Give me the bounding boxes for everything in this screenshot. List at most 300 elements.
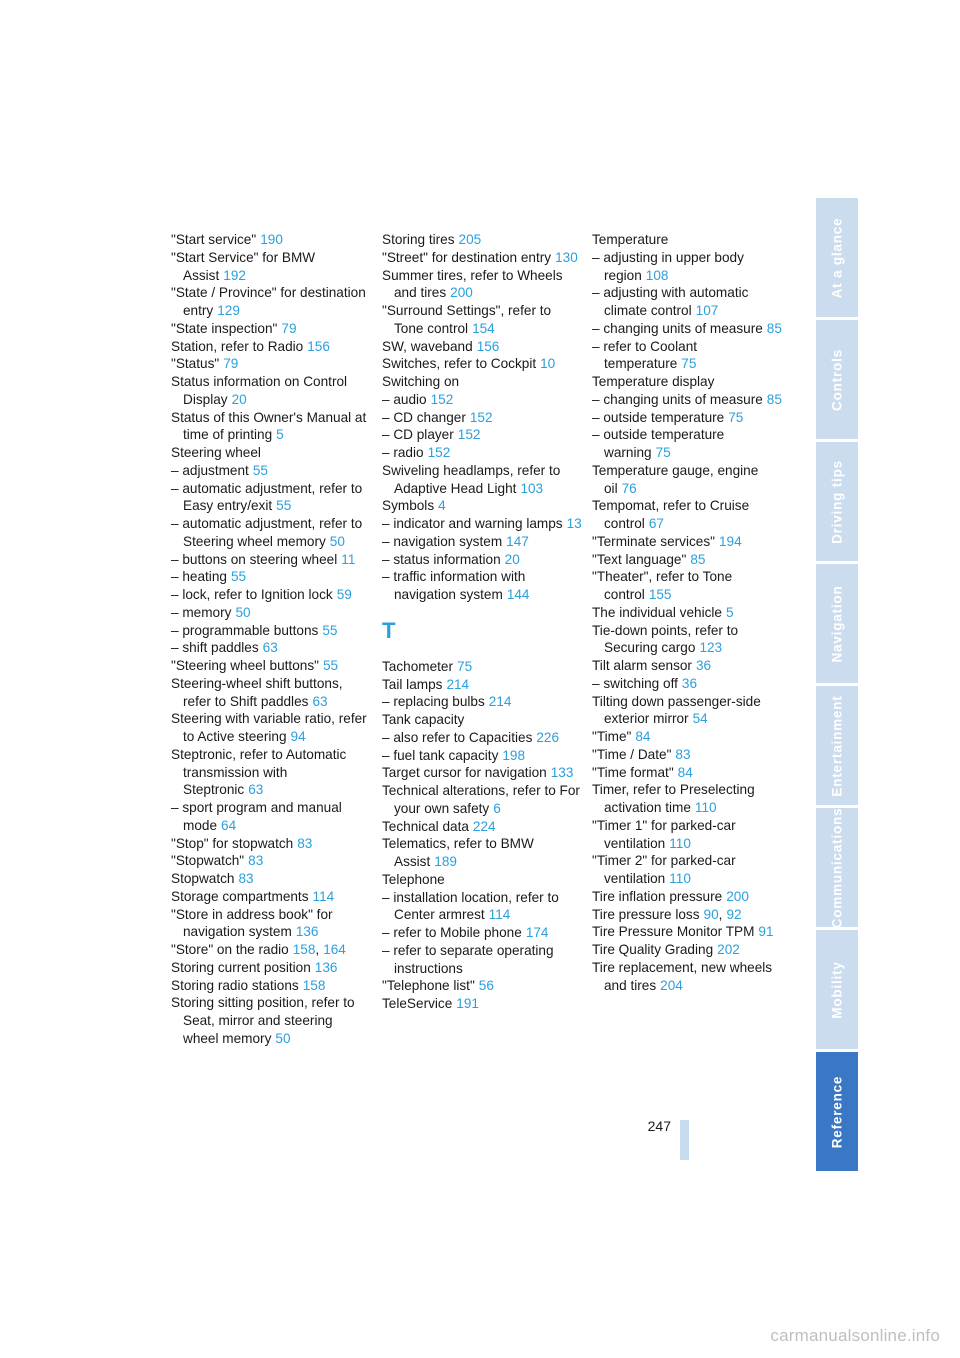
index-entry-text: – status information xyxy=(382,551,501,567)
page-link[interactable]: 156 xyxy=(476,338,500,354)
index-entry xyxy=(171,657,371,675)
index-entry xyxy=(592,764,792,782)
page-link[interactable]: 114 xyxy=(488,907,511,923)
page-link[interactable]: 94 xyxy=(290,729,306,744)
section-tabs xyxy=(816,198,858,1174)
index-entry xyxy=(171,568,371,586)
page-link[interactable]: 200 xyxy=(450,285,473,301)
index-entry-text: Steering wheel xyxy=(171,445,261,460)
index-entry-text: – fuel tank capacity xyxy=(382,747,499,763)
index-entry-text: Storing radio stations xyxy=(171,977,299,993)
index-entry-text: – navigation system xyxy=(382,533,503,549)
page-link[interactable]: 107 xyxy=(695,303,719,318)
index-entry-text: Tilting down passenger-side exterior mirror xyxy=(592,693,761,727)
page-link[interactable]: 156 xyxy=(307,338,330,354)
page-link[interactable]: 84 xyxy=(635,729,651,744)
index-column-1 xyxy=(171,231,371,1048)
page-link[interactable]: 36 xyxy=(695,658,712,673)
page-link[interactable]: 20 xyxy=(231,391,247,407)
watermark: carmanualsonline.info xyxy=(770,1326,940,1345)
index-entry-text: – shift paddles xyxy=(171,640,259,656)
index-entry xyxy=(171,231,371,249)
index-entry xyxy=(592,533,792,551)
page-number: 247 xyxy=(647,1118,671,1134)
index-entry xyxy=(382,444,582,462)
index-entry-text: Swiveling headlamps, refer to Adaptive Head Light xyxy=(382,462,561,496)
index-entry: "Store" on the radio 158, 164 xyxy=(171,942,346,957)
index-entry xyxy=(382,355,582,373)
index-entry-text: TeleService xyxy=(382,996,453,1011)
index-entry xyxy=(171,515,371,551)
index-entry-text: "Terminate services" xyxy=(592,533,715,549)
index-entry: Tire pressure loss 90, 92 xyxy=(592,906,742,922)
index-entry-text: "Store in address book" for navigation system xyxy=(171,906,333,940)
tab-at-a-glance[interactable] xyxy=(816,198,858,317)
page-link[interactable]: 5 xyxy=(276,427,284,443)
index-entry-text: – refer to Coolant temperature xyxy=(592,338,698,372)
page-link[interactable]: 84 xyxy=(677,764,693,780)
tab-label: Entertainment xyxy=(829,694,845,797)
index-entry-text: – indicator and warning lamps xyxy=(382,516,563,531)
page-link[interactable]: 129 xyxy=(217,303,240,318)
tab-label: Mobility xyxy=(829,960,845,1019)
index-entry xyxy=(171,480,371,516)
index-entry-text: – CD player xyxy=(382,427,454,443)
index-entry-text: SW, waveband xyxy=(382,338,473,354)
index-entry-text: – lock, refer to Ignition lock xyxy=(171,587,333,602)
index-entry-text: – replacing bulbs xyxy=(382,694,485,710)
index-entry-text: Tire Pressure Monitor TPM xyxy=(592,924,755,940)
index-entry xyxy=(382,497,582,515)
index-entry-text: – outside temperature xyxy=(592,409,725,425)
page-link[interactable]: 91 xyxy=(758,924,774,940)
page-link[interactable]: 144 xyxy=(506,587,530,602)
index-entry-text: "Steering wheel buttons" xyxy=(171,658,319,673)
index-entry-text: – adjusting in upper body region xyxy=(592,249,744,283)
index-entry-text: Storing current position xyxy=(171,959,311,975)
page-link[interactable]: 55 xyxy=(276,498,292,514)
page-link[interactable]: 5 xyxy=(725,604,734,620)
page-link[interactable]: 152 xyxy=(457,427,481,443)
index-entry xyxy=(171,994,371,1047)
tab-label: Communications xyxy=(829,807,845,928)
index-entry xyxy=(171,977,371,995)
index-entry-text: – memory xyxy=(171,604,232,620)
index-entry-text: Tank capacity xyxy=(382,712,465,727)
index-entry xyxy=(592,551,792,569)
index-entry-text: – CD changer xyxy=(382,409,466,425)
index-entry-text: – switching off xyxy=(592,675,678,691)
index-entry-text: – automatic adjustment, refer to Easy entry/exit xyxy=(171,480,363,514)
tab-label: Driving tips xyxy=(829,459,845,544)
page-link[interactable]: 83 xyxy=(297,835,313,851)
page-link[interactable]: 189 xyxy=(434,854,457,869)
index-entry-text: "Start service" xyxy=(171,232,257,247)
index-entry-text: "Stop" for stopwatch xyxy=(171,835,294,851)
page-link[interactable]: 83 xyxy=(675,746,691,762)
index-entry xyxy=(382,818,582,836)
index-entry-text: – adjusting with automatic climate control xyxy=(592,285,749,318)
index-entry-text: "State inspection" xyxy=(171,320,278,336)
page-link[interactable]: 110 xyxy=(694,800,717,815)
index-entry-text: Tire Quality Grading xyxy=(592,942,714,957)
page-link[interactable]: 76 xyxy=(621,480,637,496)
index-entry xyxy=(382,426,582,444)
index-entry xyxy=(592,249,792,285)
index-entry xyxy=(592,746,792,764)
index-entry xyxy=(592,462,792,498)
page-link[interactable]: 191 xyxy=(456,996,479,1011)
tab-controls[interactable] xyxy=(816,320,858,439)
index-entry xyxy=(171,586,371,604)
index-letter-heading: T xyxy=(382,617,396,643)
index-entry-text: Steptronic, refer to Automatic transmission with Steptronic xyxy=(171,746,347,798)
page-link[interactable]: 224 xyxy=(472,818,496,834)
index-entry-text: – buttons on steering wheel xyxy=(171,551,338,567)
page-link[interactable]: 4 xyxy=(438,498,446,514)
index-entry-text: Status information on Control Display xyxy=(171,374,348,407)
page-link[interactable]: 59 xyxy=(336,587,352,602)
index-entry xyxy=(171,409,371,445)
index-entry-text: Station, refer to Radio xyxy=(171,338,304,354)
index-entry-text: "Telephone list" xyxy=(382,978,475,994)
index-entry-text: – heating xyxy=(171,569,227,585)
page-link[interactable]: 152 xyxy=(469,409,493,425)
page-link[interactable]: 55 xyxy=(252,462,268,478)
page-link[interactable]: 214 xyxy=(446,676,470,692)
page-link[interactable]: 130 xyxy=(555,249,578,265)
index-entry xyxy=(592,622,792,658)
index-entry xyxy=(382,676,582,694)
index-entry xyxy=(592,568,792,604)
tab-entertainment[interactable] xyxy=(816,686,858,805)
index-entry-text: Steering with variable ratio, refer to Active steering xyxy=(171,711,367,744)
index-entry-text: "Timer 2" for parked-car ventilation xyxy=(592,853,736,886)
index-entry-text: Tachometer xyxy=(382,658,454,674)
index-entry xyxy=(382,658,582,676)
index-entry xyxy=(592,284,792,320)
page-link[interactable]: 123 xyxy=(699,640,723,656)
page-link[interactable]: 85 xyxy=(766,320,782,336)
index-entry xyxy=(592,391,792,409)
index-entry xyxy=(382,338,582,356)
index-entry-text: Tail lamps xyxy=(382,676,443,692)
index-entry-text: Storage compartments xyxy=(171,888,309,904)
page-link[interactable]: 198 xyxy=(502,747,526,763)
index-entry xyxy=(382,551,582,569)
index-entry xyxy=(592,426,792,462)
index-entry-text: Temperature gauge, engine oil xyxy=(592,462,759,496)
index-entry xyxy=(171,444,371,462)
index-entry xyxy=(592,320,792,338)
index-entry xyxy=(382,995,582,1013)
index-entry-text: – sport program and manual mode xyxy=(171,800,342,833)
page-link[interactable]: 50 xyxy=(329,533,345,549)
page-link[interactable]: 136 xyxy=(314,959,338,975)
page-link[interactable]: 54 xyxy=(692,711,708,727)
page-link[interactable]: 136 xyxy=(295,924,319,940)
page-link[interactable]: 63 xyxy=(262,640,278,656)
index-entry-text: – outside temperature warning xyxy=(592,427,725,460)
index-entry-text: – refer to separate operating instructions xyxy=(382,942,554,976)
page-link[interactable]: 90 xyxy=(703,906,719,922)
index-entry-text: Switches, refer to Cockpit xyxy=(382,356,537,372)
page-link[interactable]: 155 xyxy=(648,587,672,602)
index-entry xyxy=(171,249,371,285)
page-link[interactable]: 192 xyxy=(223,267,246,283)
index-entry xyxy=(382,515,582,533)
page-link[interactable]: 75 xyxy=(457,658,473,674)
page-link[interactable]: 75 xyxy=(681,356,697,372)
tab-reference[interactable] xyxy=(816,1052,858,1171)
index-entry xyxy=(592,409,792,427)
tab-driving-tips[interactable] xyxy=(816,442,858,561)
page-link[interactable]: 147 xyxy=(506,533,529,549)
index-entry xyxy=(592,852,792,888)
index-entry xyxy=(382,782,582,818)
index-entry xyxy=(171,959,371,977)
tab-mobility[interactable] xyxy=(816,930,858,1049)
index-entry xyxy=(382,747,582,765)
index-entry xyxy=(382,693,582,711)
index-entry xyxy=(171,338,371,356)
index-entry xyxy=(171,852,371,870)
page-link[interactable]: 110 xyxy=(669,871,691,886)
page-link[interactable]: 190 xyxy=(260,232,283,247)
page-link[interactable]: 75 xyxy=(728,409,744,425)
index-entry xyxy=(382,533,582,551)
index-entry-text: – changing units of measure xyxy=(592,320,763,336)
index-entry xyxy=(592,959,792,995)
index-entry-text: "Text language" xyxy=(592,551,687,567)
index-entry-text: "Timer 1" for parked-car ventilation xyxy=(592,817,736,851)
page-marker-bar xyxy=(680,1120,689,1160)
page-link[interactable]: 154 xyxy=(472,320,495,336)
page-link[interactable]: 11 xyxy=(341,551,356,567)
index-entry-text: Telephone xyxy=(382,871,445,887)
page-link[interactable]: 55 xyxy=(322,622,338,638)
tab-navigation[interactable] xyxy=(816,564,858,683)
page-link[interactable]: 85 xyxy=(690,551,706,567)
index-entry-text: Symbols xyxy=(382,498,435,514)
index-entry xyxy=(382,231,582,249)
page-link[interactable]: 85 xyxy=(766,391,782,407)
page-link[interactable]: 152 xyxy=(427,445,451,460)
page-link[interactable]: 79 xyxy=(223,356,239,372)
index-entry xyxy=(382,889,582,925)
page-link[interactable]: 205 xyxy=(458,232,482,247)
index-entry xyxy=(382,835,582,871)
page-link[interactable]: 75 xyxy=(655,445,671,460)
index-entry-text: "State / Province" for destination entry xyxy=(171,285,366,318)
index-entry xyxy=(592,781,792,817)
page-link[interactable]: 50 xyxy=(235,604,251,620)
index-entry-text: Status of this Owner's Manual at time of printing xyxy=(171,409,367,443)
index-entry-text: Stopwatch xyxy=(171,871,235,886)
index-entry-text: Telematics, refer to BMW Assist xyxy=(382,836,534,869)
tab-communications[interactable] xyxy=(816,808,858,927)
index-entry-text: "Surround Settings", refer to Tone control xyxy=(382,303,552,336)
index-entry xyxy=(171,622,371,640)
index-entry xyxy=(592,728,792,746)
index-entry xyxy=(171,639,371,657)
index-entry-text: "Time / Date" xyxy=(592,746,672,762)
page-link[interactable]: 20 xyxy=(504,551,520,567)
index-entry xyxy=(592,338,792,374)
index-entry-text: – automatic adjustment, refer to Steering wheel memory xyxy=(171,516,363,549)
page-link[interactable]: 194 xyxy=(718,533,742,549)
page-link[interactable]: 92 xyxy=(726,906,742,922)
page-link[interactable]: 83 xyxy=(238,871,254,886)
page-link[interactable]: 79 xyxy=(281,320,297,336)
index-entry-text: – radio xyxy=(382,445,424,460)
index-entry-text: – changing units of measure xyxy=(592,391,763,407)
page-link[interactable]: 164 xyxy=(323,942,346,957)
index-entry xyxy=(592,941,792,959)
index-entry-text: Target cursor for navigation xyxy=(382,765,547,781)
page-link[interactable]: 50 xyxy=(275,1030,291,1046)
index-entry xyxy=(171,675,371,711)
index-entry-text: "Street" for destination entry xyxy=(382,249,552,265)
index-entry xyxy=(382,302,582,338)
tab-label: Navigation xyxy=(829,584,845,663)
index-entry xyxy=(382,462,582,498)
index-entry-text: The individual vehicle xyxy=(592,604,722,620)
tab-label: Reference xyxy=(829,1075,845,1148)
index-entry xyxy=(382,764,582,782)
index-entry xyxy=(382,267,582,303)
index-entry xyxy=(171,462,371,480)
index-entry-text: "Status" xyxy=(171,356,220,372)
page-link[interactable]: 13 xyxy=(566,516,582,531)
tab-label: Controls xyxy=(829,348,845,411)
index-column-3 xyxy=(592,231,792,994)
page-link[interactable]: 204 xyxy=(660,977,683,993)
index-entry-text: Tire inflation pressure xyxy=(592,888,723,904)
index-entry xyxy=(171,888,371,906)
index-entry xyxy=(171,906,371,942)
page-link[interactable]: 214 xyxy=(488,694,512,710)
page-link[interactable]: 55 xyxy=(322,658,339,673)
page-link[interactable]: 226 xyxy=(536,729,560,745)
page-link[interactable]: 103 xyxy=(520,480,544,496)
index-entry xyxy=(382,409,582,427)
page-link[interactable]: 152 xyxy=(430,391,454,407)
index-entry xyxy=(592,888,792,906)
index-entry xyxy=(171,710,371,746)
page-link[interactable]: 10 xyxy=(540,356,556,372)
index-entry-text: – audio xyxy=(382,391,427,407)
index-entry xyxy=(592,497,792,533)
index-entry-text: – also refer to Capacities xyxy=(382,729,533,745)
index-entry xyxy=(171,551,371,569)
index-entry-text: – adjustment xyxy=(171,462,249,478)
index-entry xyxy=(382,568,582,604)
index-entry xyxy=(382,924,582,942)
index-entry-text: Summer tires, refer to Wheels and tires xyxy=(382,267,563,301)
index-entry xyxy=(592,604,792,622)
index-entry-text: Tempomat, refer to Cruise control xyxy=(592,498,750,531)
index-entry-text: Technical alterations, refer to For your own safety xyxy=(382,783,580,816)
index-entry xyxy=(382,373,582,391)
index-entry xyxy=(171,835,371,853)
index-entry-text: Temperature display xyxy=(592,374,715,389)
index-entry xyxy=(382,977,582,995)
page-link[interactable]: 55 xyxy=(230,569,247,585)
index-entry-text: – refer to Mobile phone xyxy=(382,925,522,940)
page-link[interactable]: 63 xyxy=(312,693,328,709)
index-entry-text: "Time format" xyxy=(592,764,674,780)
index-entry-text: Storing tires xyxy=(382,232,455,247)
index-entry xyxy=(171,355,371,373)
index-column-2 xyxy=(382,231,582,1013)
page-link[interactable]: 6 xyxy=(493,800,501,816)
index-entry xyxy=(171,799,371,835)
index-entry xyxy=(592,693,792,729)
index-entry xyxy=(592,675,792,693)
index-entry xyxy=(382,729,582,747)
page-link[interactable]: 158 xyxy=(302,977,326,993)
index-entry-text: "Stopwatch" xyxy=(171,853,245,869)
index-entry-text: Temperature xyxy=(592,232,669,247)
index-entry xyxy=(171,870,371,888)
page-link[interactable]: 63 xyxy=(248,782,264,798)
index-entry-text: – installation location, refer to Center armrest xyxy=(382,889,559,923)
index-entry xyxy=(171,373,371,409)
index-entry-text: Tire pressure loss xyxy=(592,906,700,922)
page-link[interactable]: 64 xyxy=(221,817,237,833)
page-link[interactable]: 202 xyxy=(717,942,740,957)
index-entry xyxy=(592,231,792,249)
page-link[interactable]: 67 xyxy=(648,516,664,531)
page-link[interactable]: 108 xyxy=(645,267,669,283)
page-link[interactable]: 110 xyxy=(669,835,691,851)
page-link[interactable]: 200 xyxy=(726,888,749,904)
page-link[interactable]: 56 xyxy=(478,978,494,994)
index-entry-text: Tire replacement, new wheels and tires xyxy=(592,959,773,993)
index-entry-text: Technical data xyxy=(382,818,469,834)
index-entry xyxy=(171,604,371,622)
index-entry xyxy=(592,923,792,941)
index-entry-text: – traffic information with navigation system xyxy=(382,569,526,602)
page-link[interactable]: 133 xyxy=(550,765,574,781)
index-entry xyxy=(592,817,792,853)
index-entry-text: Timer, refer to Preselecting activation time xyxy=(592,782,755,815)
index-entry xyxy=(171,320,371,338)
index-entry xyxy=(382,942,582,978)
page-link[interactable]: 158 xyxy=(292,942,316,957)
index-entry-text: Tilt alarm sensor xyxy=(592,658,692,673)
index-entry xyxy=(592,657,792,675)
index-entry xyxy=(382,249,582,267)
index-entry xyxy=(382,871,582,889)
page-link[interactable]: 114 xyxy=(312,888,335,904)
index-entry-text: Tie-down points, refer to Securing cargo xyxy=(592,622,739,656)
index-entry-text: Storing sitting position, refer to Seat, mirror and steering wheel memory xyxy=(171,995,355,1046)
page-link[interactable]: 174 xyxy=(525,925,549,940)
page-link[interactable]: 83 xyxy=(248,853,264,869)
index-entry-text: "Theater", refer to Tone control xyxy=(592,569,733,602)
index-entry xyxy=(382,711,582,729)
page-link[interactable]: 36 xyxy=(681,675,698,691)
index-entry-text: Switching on xyxy=(382,374,460,389)
index-entry-text: "Time" xyxy=(592,729,632,744)
tab-label: At a glance xyxy=(829,217,845,298)
index-entry xyxy=(171,746,371,799)
index-entry xyxy=(592,373,792,391)
index-entry xyxy=(171,284,371,320)
index-entry-text: Steering-wheel shift buttons, refer to Shift paddles xyxy=(171,675,343,709)
